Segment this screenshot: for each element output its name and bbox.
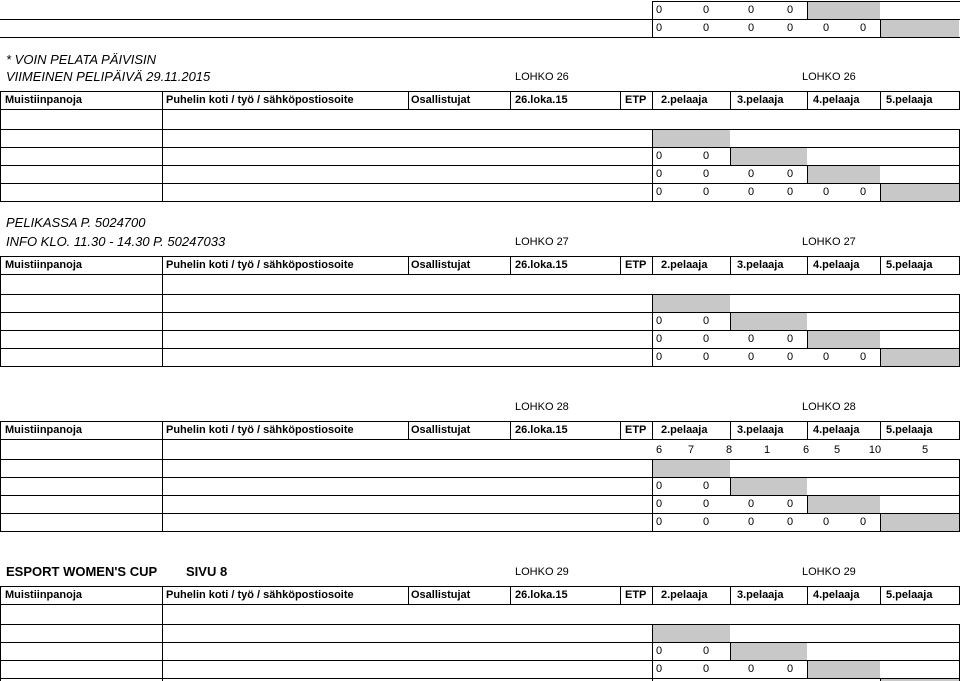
score-value: 0 xyxy=(786,168,794,180)
score-value: 0 xyxy=(702,168,710,180)
score-value: 0 xyxy=(702,663,710,675)
top-row2-value: 0 xyxy=(702,22,710,34)
lohko-label: LOHKO 26 xyxy=(515,71,569,83)
column-header-player2: 2.pelaaja xyxy=(661,424,708,436)
score-value: 0 xyxy=(822,351,830,363)
score-value: 0 xyxy=(702,150,710,162)
score-value: 0 xyxy=(655,516,663,528)
score-value: 0 xyxy=(747,186,755,198)
lohko-label-right: LOHKO 29 xyxy=(802,566,856,578)
column-header-player3: 3.pelaaja xyxy=(737,589,784,601)
lohko-label-right: LOHKO 28 xyxy=(802,401,856,413)
info-line2: INFO KLO. 11.30 - 14.30 P. 50247033 xyxy=(6,234,226,249)
score-value: 0 xyxy=(655,315,663,327)
score-value: 0 xyxy=(655,498,663,510)
column-header-player2: 2.pelaaja xyxy=(661,259,708,271)
column-header-date: 26.loka.15 xyxy=(515,94,568,106)
column-header-date: 26.loka.15 xyxy=(515,259,568,271)
score-value: 0 xyxy=(747,663,755,675)
column-header-participants: Osallistujat xyxy=(411,94,471,106)
column-header-player2: 2.pelaaja xyxy=(661,589,708,601)
top-row1-value: 0 xyxy=(702,4,710,16)
column-header-player3: 3.pelaaja xyxy=(737,259,784,271)
note-line1: * VOIN PELATA PÄIVISIN xyxy=(6,52,157,67)
score-value: 0 xyxy=(655,150,663,162)
column-header-contact: Puhelin koti / työ / sähköpostiosoite xyxy=(166,94,354,106)
score-value: 0 xyxy=(655,645,663,657)
note-line2: VIIMEINEN PELIPÄIVÄ 29.11.2015 xyxy=(6,69,211,84)
score-value: 0 xyxy=(786,351,794,363)
column-header-player5: 5.pelaaja xyxy=(886,259,933,271)
score-value: 0 xyxy=(786,663,794,675)
score-value: 0 xyxy=(655,663,663,675)
top-row1-value: 0 xyxy=(747,4,755,16)
score-value: 0 xyxy=(747,516,755,528)
column-header-date: 26.loka.15 xyxy=(515,589,568,601)
column-header-contact: Puhelin koti / työ / sähköpostiosoite xyxy=(166,424,354,436)
brand-title: ESPORT WOMEN'S CUP xyxy=(6,564,158,579)
score-value: 0 xyxy=(702,480,710,492)
score-value: 0 xyxy=(859,186,867,198)
score-value: 0 xyxy=(702,315,710,327)
lohko-label-right: LOHKO 26 xyxy=(802,71,856,83)
first-row-value: 6 xyxy=(802,444,810,456)
lohko-label-right: LOHKO 27 xyxy=(802,236,856,248)
column-header-player4: 4.pelaaja xyxy=(813,589,860,601)
top-row2-value: 0 xyxy=(786,22,794,34)
score-value: 0 xyxy=(786,498,794,510)
score-value: 0 xyxy=(655,186,663,198)
score-value: 0 xyxy=(702,516,710,528)
lohko-label: LOHKO 27 xyxy=(515,236,569,248)
score-value: 0 xyxy=(655,351,663,363)
score-value: 0 xyxy=(859,516,867,528)
column-header-etp: ETP xyxy=(625,589,647,601)
first-row-value: 5 xyxy=(921,444,929,456)
lohko-label: LOHKO 29 xyxy=(515,566,569,578)
top-row2-value: 0 xyxy=(859,22,867,34)
column-header-contact: Puhelin koti / työ / sähköpostiosoite xyxy=(166,259,354,271)
score-value: 0 xyxy=(655,480,663,492)
column-header-memo: Muistiinpanoja xyxy=(5,259,82,271)
score-value: 0 xyxy=(747,333,755,345)
score-value: 0 xyxy=(655,333,663,345)
column-header-player4: 4.pelaaja xyxy=(813,424,860,436)
column-header-participants: Osallistujat xyxy=(411,589,471,601)
top-row1-value: 0 xyxy=(655,4,663,16)
first-row-value: 5 xyxy=(833,444,841,456)
column-header-etp: ETP xyxy=(625,424,647,436)
column-header-player2: 2.pelaaja xyxy=(661,94,708,106)
lohko-label: LOHKO 28 xyxy=(515,401,569,413)
column-header-contact: Puhelin koti / työ / sähköpostiosoite xyxy=(166,589,354,601)
first-row-value: 6 xyxy=(655,444,663,456)
column-header-player4: 4.pelaaja xyxy=(813,259,860,271)
top-row2-value: 0 xyxy=(655,22,663,34)
score-value: 0 xyxy=(786,333,794,345)
score-value: 0 xyxy=(747,168,755,180)
score-value: 0 xyxy=(747,498,755,510)
info-line1: PELIKASSA P. 5024700 xyxy=(6,215,146,230)
score-value: 0 xyxy=(655,168,663,180)
column-header-date: 26.loka.15 xyxy=(515,424,568,436)
column-header-etp: ETP xyxy=(625,259,647,271)
page-number: SIVU 8 xyxy=(186,564,228,579)
score-value: 0 xyxy=(702,498,710,510)
score-value: 0 xyxy=(702,186,710,198)
column-header-player3: 3.pelaaja xyxy=(737,424,784,436)
score-value: 0 xyxy=(747,351,755,363)
top-row2-value: 0 xyxy=(747,22,755,34)
score-value: 0 xyxy=(786,516,794,528)
column-header-etp: ETP xyxy=(625,94,647,106)
score-value: 0 xyxy=(702,645,710,657)
first-row-value: 8 xyxy=(725,444,733,456)
column-header-memo: Muistiinpanoja xyxy=(5,424,82,436)
top-row2-value: 0 xyxy=(822,22,830,34)
score-value: 0 xyxy=(702,351,710,363)
score-value: 0 xyxy=(786,186,794,198)
top-row1-value: 0 xyxy=(786,4,794,16)
column-header-participants: Osallistujat xyxy=(411,424,471,436)
score-value: 0 xyxy=(822,186,830,198)
first-row-value: 1 xyxy=(763,444,771,456)
first-row-value: 7 xyxy=(687,444,695,456)
column-header-player5: 5.pelaaja xyxy=(886,424,933,436)
column-header-memo: Muistiinpanoja xyxy=(5,94,82,106)
column-header-player3: 3.pelaaja xyxy=(737,94,784,106)
first-row-value: 10 xyxy=(868,444,882,456)
column-header-player5: 5.pelaaja xyxy=(886,589,933,601)
score-value: 0 xyxy=(702,333,710,345)
score-value: 0 xyxy=(822,516,830,528)
column-header-player5: 5.pelaaja xyxy=(886,94,933,106)
column-header-participants: Osallistujat xyxy=(411,259,471,271)
column-header-memo: Muistiinpanoja xyxy=(5,589,82,601)
column-header-player4: 4.pelaaja xyxy=(813,94,860,106)
score-value: 0 xyxy=(859,351,867,363)
